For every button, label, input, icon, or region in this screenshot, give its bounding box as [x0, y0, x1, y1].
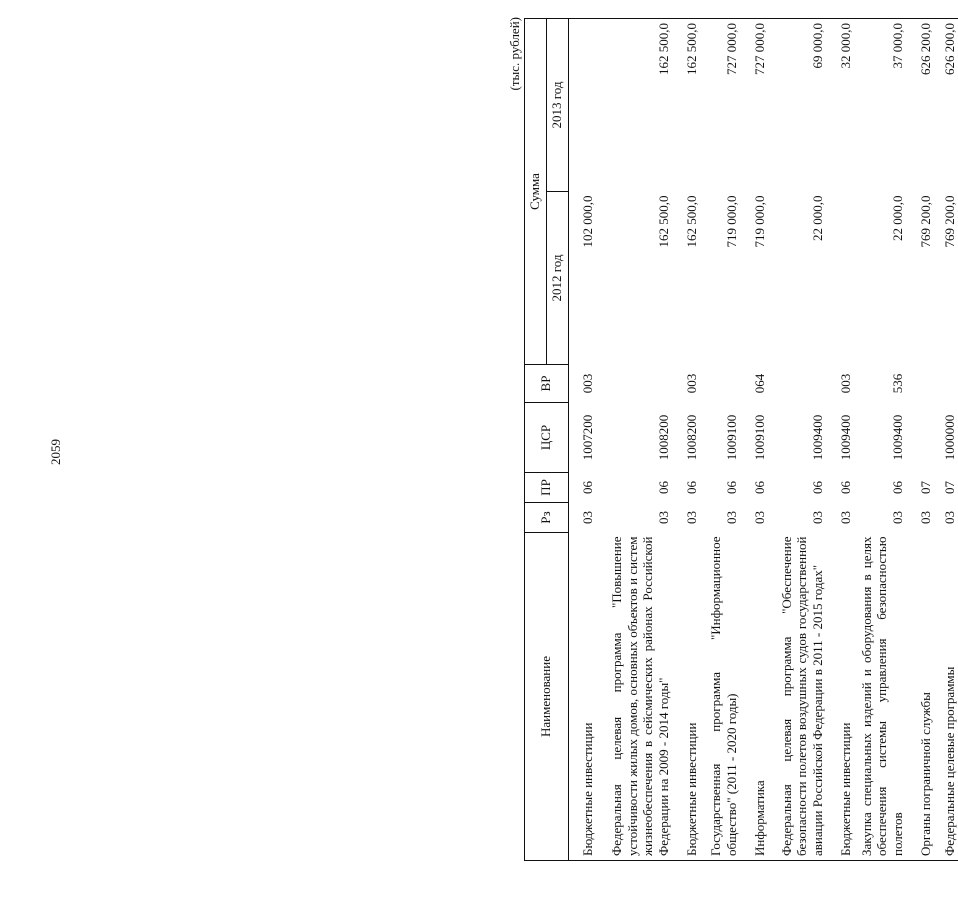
- cell-pr: 06: [655, 481, 671, 494]
- cell-pr: 07: [917, 481, 933, 494]
- cell-rz: 03: [941, 511, 957, 524]
- cell-name: Информатика: [741, 533, 769, 861]
- header-vr: ВР: [525, 365, 569, 403]
- cell-csr: 1009100: [723, 414, 739, 461]
- cell-2013: 727 000,0: [741, 19, 769, 192]
- cell-2013: 162 500,0: [597, 19, 673, 192]
- cell-2012: 162 500,0: [683, 195, 699, 248]
- cell-csr: [906, 403, 934, 473]
- cell-2012: 162 500,0: [655, 195, 671, 248]
- cell-rz: 03: [889, 511, 905, 524]
- table-body: [569, 19, 958, 861]
- header-name: Наименование: [525, 533, 569, 861]
- cell-csr: 1000000: [941, 414, 957, 461]
- cell-pr: 06: [837, 481, 853, 494]
- cell-rz: 03: [683, 511, 699, 524]
- table-row: [569, 19, 597, 861]
- cell-vr: 003: [683, 373, 699, 394]
- cell-2012: 22 000,0: [809, 195, 825, 241]
- cell-vr: 064: [751, 373, 767, 394]
- cell-2012: 769 200,0: [941, 195, 957, 248]
- cell-name: Государственная программа "Информационное общество" (2011 - 2020 годы): [701, 533, 741, 861]
- cell-2013: 37 000,0: [855, 19, 907, 192]
- cell-pr: 06: [683, 481, 699, 494]
- cell-csr: 1009400: [837, 414, 853, 461]
- cell-pr: 06: [809, 481, 825, 494]
- cell-vr: [701, 365, 741, 403]
- header-csr: ЦСР: [525, 403, 569, 473]
- header-year-2013: 2013 год: [547, 19, 569, 192]
- cell-2012: 102 000,0: [579, 195, 595, 248]
- cell-rz: 03: [655, 511, 671, 524]
- cell-csr: 1008200: [683, 414, 699, 461]
- cell-rz: 03: [837, 511, 853, 524]
- header-rz: Рз: [525, 503, 569, 533]
- table-row: [701, 19, 741, 861]
- cell-vr: 003: [579, 373, 595, 394]
- cell-name: Федеральная целевая программа "Повышение устойчивости жилых домов, основных объектов и систем жизнеобеспечения в сейсмических районах Российской Федерации на 2009 - 2014 годы": [597, 533, 673, 861]
- table-row: [741, 19, 769, 861]
- cell-pr: 06: [723, 481, 739, 494]
- cell-name: Федеральные целевые программы: [934, 533, 958, 861]
- cell-rz: 03: [579, 511, 595, 524]
- cell-vr: [597, 365, 673, 403]
- cell-name: Органы пограничной службы: [906, 533, 934, 861]
- cell-rz: 03: [751, 511, 767, 524]
- header-sum: Сумма: [525, 19, 547, 365]
- cell-2012: 719 000,0: [751, 195, 767, 248]
- cell-rz: 03: [809, 511, 825, 524]
- cell-csr: 1007200: [579, 414, 595, 461]
- cell-pr: 07: [941, 481, 957, 494]
- cell-2012: 769 200,0: [917, 195, 933, 248]
- cell-name: Бюджетные инвестиции: [569, 533, 597, 861]
- cell-2013: 32 000,0: [827, 19, 855, 192]
- cell-csr: 1009400: [809, 414, 825, 461]
- cell-vr: 536: [889, 373, 905, 394]
- budget-table: [524, 18, 958, 861]
- cell-name: Федеральная целевая программа "Обеспечение безопасности полетов воздушных судов государственной авиации Российской Федерации в 2011 - 2015 годах": [769, 533, 827, 861]
- table-row: [934, 19, 958, 861]
- cell-pr: 06: [889, 481, 905, 494]
- units-note: (тыс. рублей): [507, 17, 522, 91]
- table-row: [855, 19, 907, 861]
- table-row: [769, 19, 827, 861]
- cell-2013: [569, 19, 597, 192]
- cell-csr: 1009400: [889, 414, 905, 461]
- cell-name: Бюджетные инвестиции: [827, 533, 855, 861]
- cell-vr: [906, 365, 934, 403]
- cell-name: Бюджетные инвестиции: [673, 533, 701, 861]
- table-row: [597, 19, 673, 861]
- cell-2013: 626 200,0: [906, 19, 934, 192]
- table-row: [906, 19, 934, 861]
- cell-2013: 162 500,0: [673, 19, 701, 192]
- cell-2012: 22 000,0: [889, 195, 905, 241]
- cell-2012: 719 000,0: [723, 195, 739, 248]
- cell-vr: [769, 365, 827, 403]
- header-pr: ПР: [525, 473, 569, 503]
- cell-2013: 727 000,0: [701, 19, 741, 192]
- cell-rz: 03: [917, 511, 933, 524]
- cell-csr: 1008200: [655, 414, 671, 461]
- table-row: [673, 19, 701, 861]
- cell-rz: 03: [723, 511, 739, 524]
- header-year-2012: 2012 год: [547, 192, 569, 365]
- table-row: [827, 19, 855, 861]
- page-number: 2059: [48, 439, 63, 465]
- cell-csr: 1009100: [751, 414, 767, 461]
- cell-pr: 06: [579, 481, 595, 494]
- cell-2013: 626 200,0: [934, 19, 958, 192]
- cell-2013: 69 000,0: [769, 19, 827, 192]
- cell-vr: [934, 365, 958, 403]
- cell-vr: 003: [837, 373, 853, 394]
- cell-name: Закупка специальных изделий и оборудования в целях обеспечения системы управления безопасностью полетов: [855, 533, 907, 861]
- cell-2012: [827, 192, 855, 365]
- cell-pr: 06: [751, 481, 767, 494]
